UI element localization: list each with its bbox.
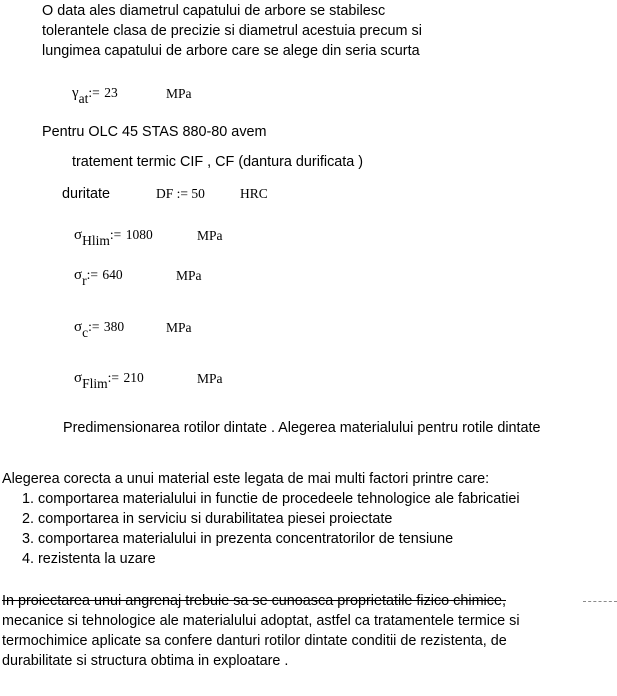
sigma-c-subscript: c [82, 325, 89, 340]
sigma-flim-value: 210 [123, 370, 144, 385]
sigma-hlim-unit: MPa [197, 228, 223, 243]
hardness-formula [156, 186, 205, 202]
final-line: durabilitate si structura obtima in exploatare . [2, 653, 289, 669]
sigma-hlim-subscript: Hlim [82, 233, 110, 248]
list-number: 1. [22, 491, 35, 507]
material-line: Pentru OLC 45 STAS 880-80 avem [42, 124, 267, 140]
intro-line: lungimea capatului de arbore care se alege din seria scurta [42, 43, 420, 59]
assign-operator: := [88, 85, 100, 100]
final-paragraph [2, 591, 520, 671]
list-text: comportarea materialului in functie de procedeele tehnologice ale fabricatiei [38, 491, 520, 507]
list-text: comportarea in serviciu si durabilitatea piesei proiectate [38, 511, 393, 527]
list-text: comportarea materialului in prezenta concentratorilor de tensiune [38, 531, 454, 547]
intro-line: O data ales diametrul capatului de arbore se stabilesc [42, 3, 386, 19]
hardness-unit: HRC [240, 186, 268, 201]
sigma-r-subscript: r [82, 273, 87, 288]
sigma-symbol: σ [74, 267, 83, 283]
final-line: mecanice si tehnologice ale materialului adoptat, astfel ca tratamentele termice si [2, 613, 520, 629]
sigma-symbol: σ [74, 319, 83, 335]
sigma-flim-subscript: Flim [82, 376, 108, 391]
assign-operator: := [86, 267, 98, 282]
factors-list [22, 489, 520, 569]
sigma-hlim-value: 1080 [125, 227, 153, 242]
list-number: 3. [22, 531, 35, 547]
assign-operator: := [88, 319, 100, 334]
gamma-symbol: γ [72, 85, 79, 101]
gamma-at-formula [72, 84, 118, 106]
assign-operator: := [109, 227, 122, 242]
intro-line: tolerantele clasa de precizie si diametrul acestuia precum si [42, 23, 422, 39]
sigma-symbol: σ [74, 370, 83, 386]
sigma-r-unit: MPa [176, 268, 202, 283]
list-text: rezistenta la uzare [38, 551, 156, 567]
sigma-c-unit: MPa [166, 320, 192, 335]
final-line-struck: In proiectarea unui angrenaj trebuie sa se cunoasca proprietatile fizico chimice, [2, 593, 506, 609]
assign-operator: := [107, 370, 119, 385]
hardness-value: 50 [191, 186, 205, 201]
sigma-c-value: 380 [103, 319, 125, 334]
sigma-r-formula [74, 266, 123, 288]
hardness-var: DF [156, 186, 174, 201]
assign-operator: := [176, 186, 189, 201]
final-line: termochimice aplicate sa confere danturi rotilor dintate conditii de rezistenta, de [2, 633, 507, 649]
gamma-value: 23 [104, 85, 118, 100]
factors-intro: Alegerea corecta a unui material este legata de mai multi factori printre care: [2, 471, 490, 487]
list-number: 2. [22, 511, 35, 527]
sigma-symbol: σ [74, 227, 83, 243]
section-title: Predimensionarea rotilor dintate . Alegerea materialului pentru rotile dintate [63, 420, 541, 436]
list-item [22, 489, 520, 509]
treatment-line: tratement termic CIF , CF (dantura durificata ) [72, 154, 364, 170]
hardness-label: duritate [62, 186, 110, 202]
sigma-flim-unit: MPa [197, 371, 223, 386]
sigma-flim-formula [74, 369, 144, 391]
sigma-c-formula [74, 318, 125, 340]
gamma-subscript: at [78, 91, 89, 106]
list-item [22, 509, 520, 529]
sigma-hlim-formula [74, 226, 153, 248]
list-number: 4. [22, 551, 35, 567]
intro-paragraph [42, 1, 422, 61]
gamma-unit: MPa [166, 86, 192, 101]
list-item [22, 549, 520, 569]
sigma-r-value: 640 [102, 267, 123, 282]
list-item [22, 529, 520, 549]
dashed-divider [583, 601, 617, 602]
